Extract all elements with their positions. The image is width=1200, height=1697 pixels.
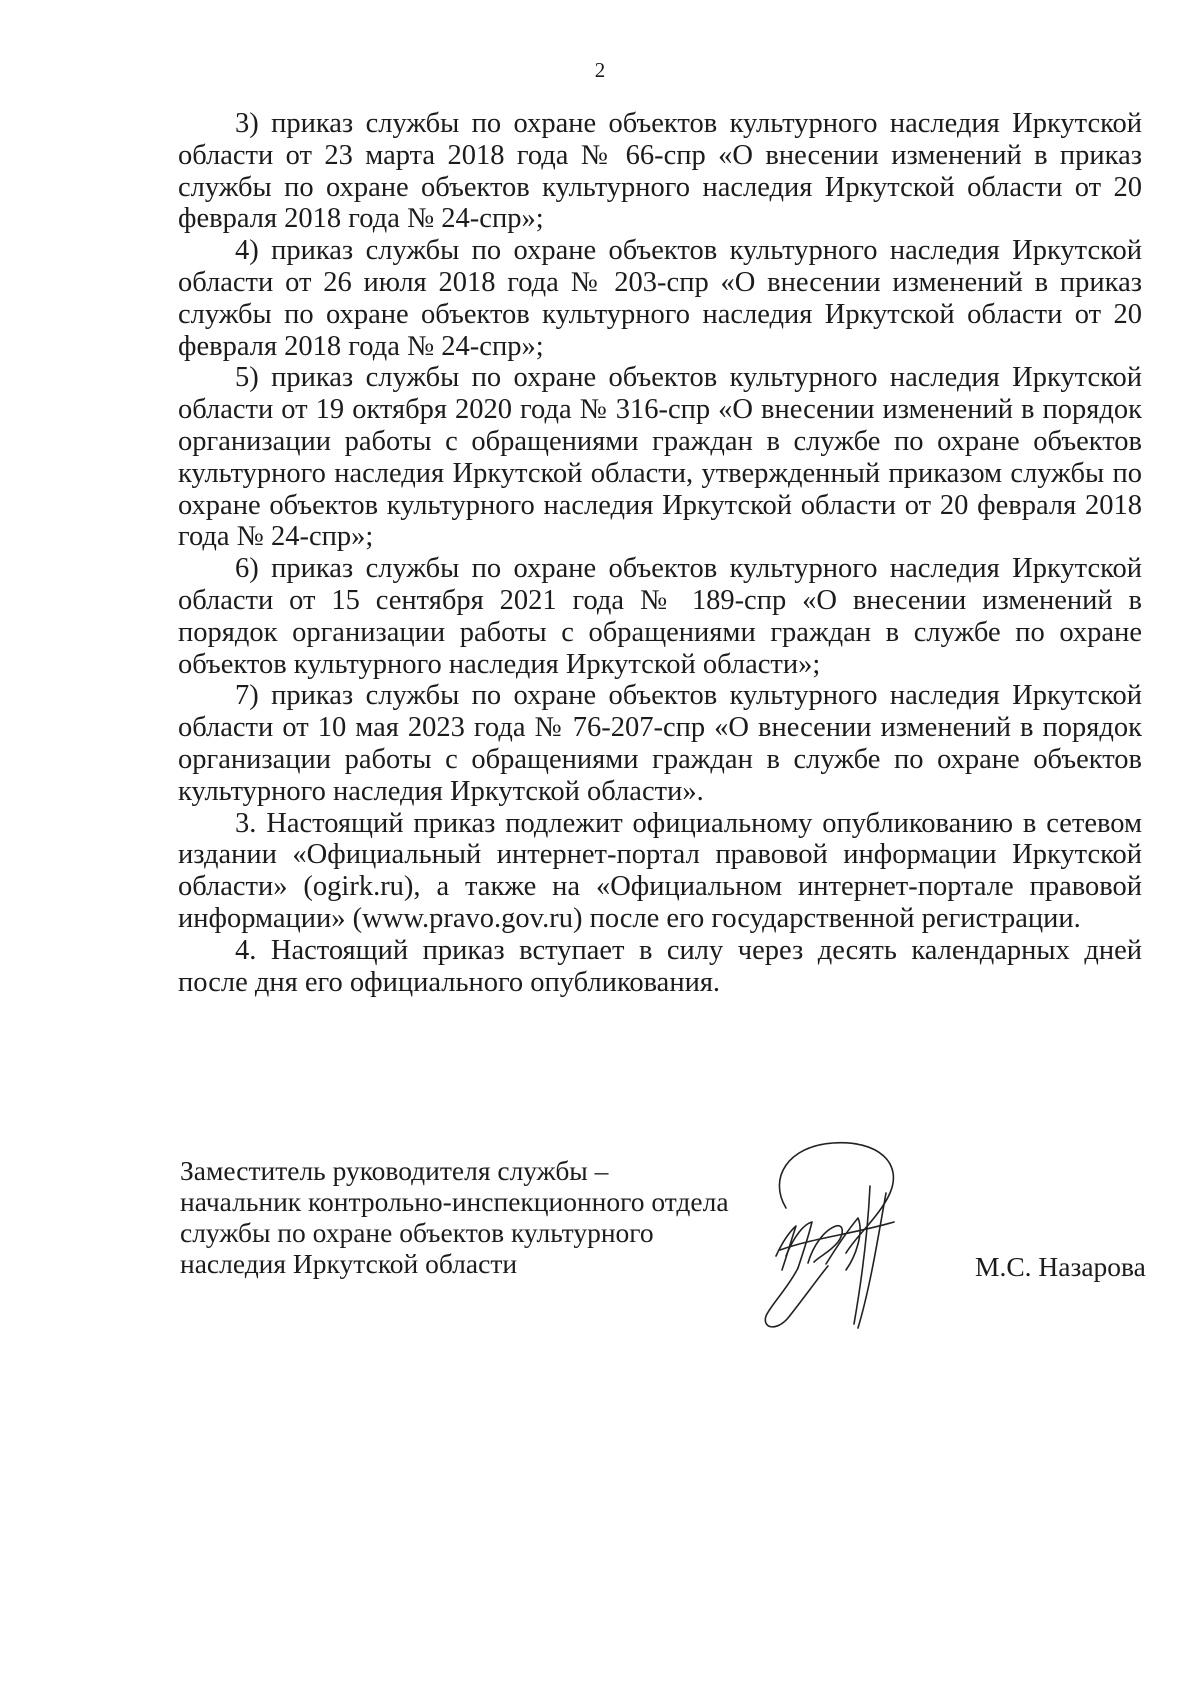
clause-4-effective-date: 4. Настоящий приказ вступает в силу через десять календарных дней после дня его официального опубликования. (178, 934, 1142, 998)
position-line: Заместитель руководителя службы – (180, 1155, 609, 1186)
item-6-paragraph: 6) приказ службы по охране объектов культурного наследия Иркутской области от 15 сентября 2021 года № 189-спр «О внесении изменений в порядок организации работы с обращениями граждан в службе по охране объектов культурного наследия Иркутской области»; (178, 553, 1142, 680)
item-7-paragraph: 7) приказ службы по охране объектов культурного наследия Иркутской области от 10 мая 2023 года № 76-207-спр «О внесении изменений в порядок организации работы с обращениями граждан в службе по охране объектов культурного наследия Иркутской области». (178, 680, 1142, 807)
position-line: наследия Иркутской области (180, 1248, 518, 1279)
handwritten-signature (758, 1138, 908, 1332)
position-line: службы по охране объектов культурного (180, 1217, 654, 1248)
page-number: 2 (594, 58, 606, 82)
clause-3-publication: 3. Настоящий приказ подлежит официальному опубликованию в сетевом издании «Официальный интернет-портал правовой информации Иркутской области» (ogirk.ru), а также на «Официальном интернет-портале правовой информации» (www.pravo.gov.ru) после его государственной регистрации. (178, 807, 1142, 934)
item-5-paragraph: 5) приказ службы по охране объектов культурного наследия Иркутской области от 19 октября 2020 года № 316-спр «О внесении изменений в порядок организации работы с обращениями граждан в службе по охране объектов культурного наследия Иркутской области, утвержденный приказом службы по охране объектов культурного наследия Иркутской области от 20 февраля 2018 года № 24-спр»; (178, 362, 1142, 553)
document-body (178, 108, 1142, 998)
position-line: начальник контрольно-инспекционного отдела (180, 1186, 729, 1217)
signer-name: М.С. Назарова (975, 1251, 1146, 1282)
signatory-position (180, 1155, 780, 1279)
item-4-paragraph: 4) приказ службы по охране объектов культурного наследия Иркутской области от 26 июля 2018 года № 203-спр «О внесении изменений в приказ службы по охране объектов культурного наследия Иркутской области от 20 февраля 2018 года № 24-спр»; (178, 235, 1142, 362)
item-3-paragraph: 3) приказ службы по охране объектов культурного наследия Иркутской области от 23 марта 2018 года № 66-спр «О внесении изменений в приказ службы по охране объектов культурного наследия Иркутской области от 20 февраля 2018 года № 24-спр»; (178, 108, 1142, 235)
